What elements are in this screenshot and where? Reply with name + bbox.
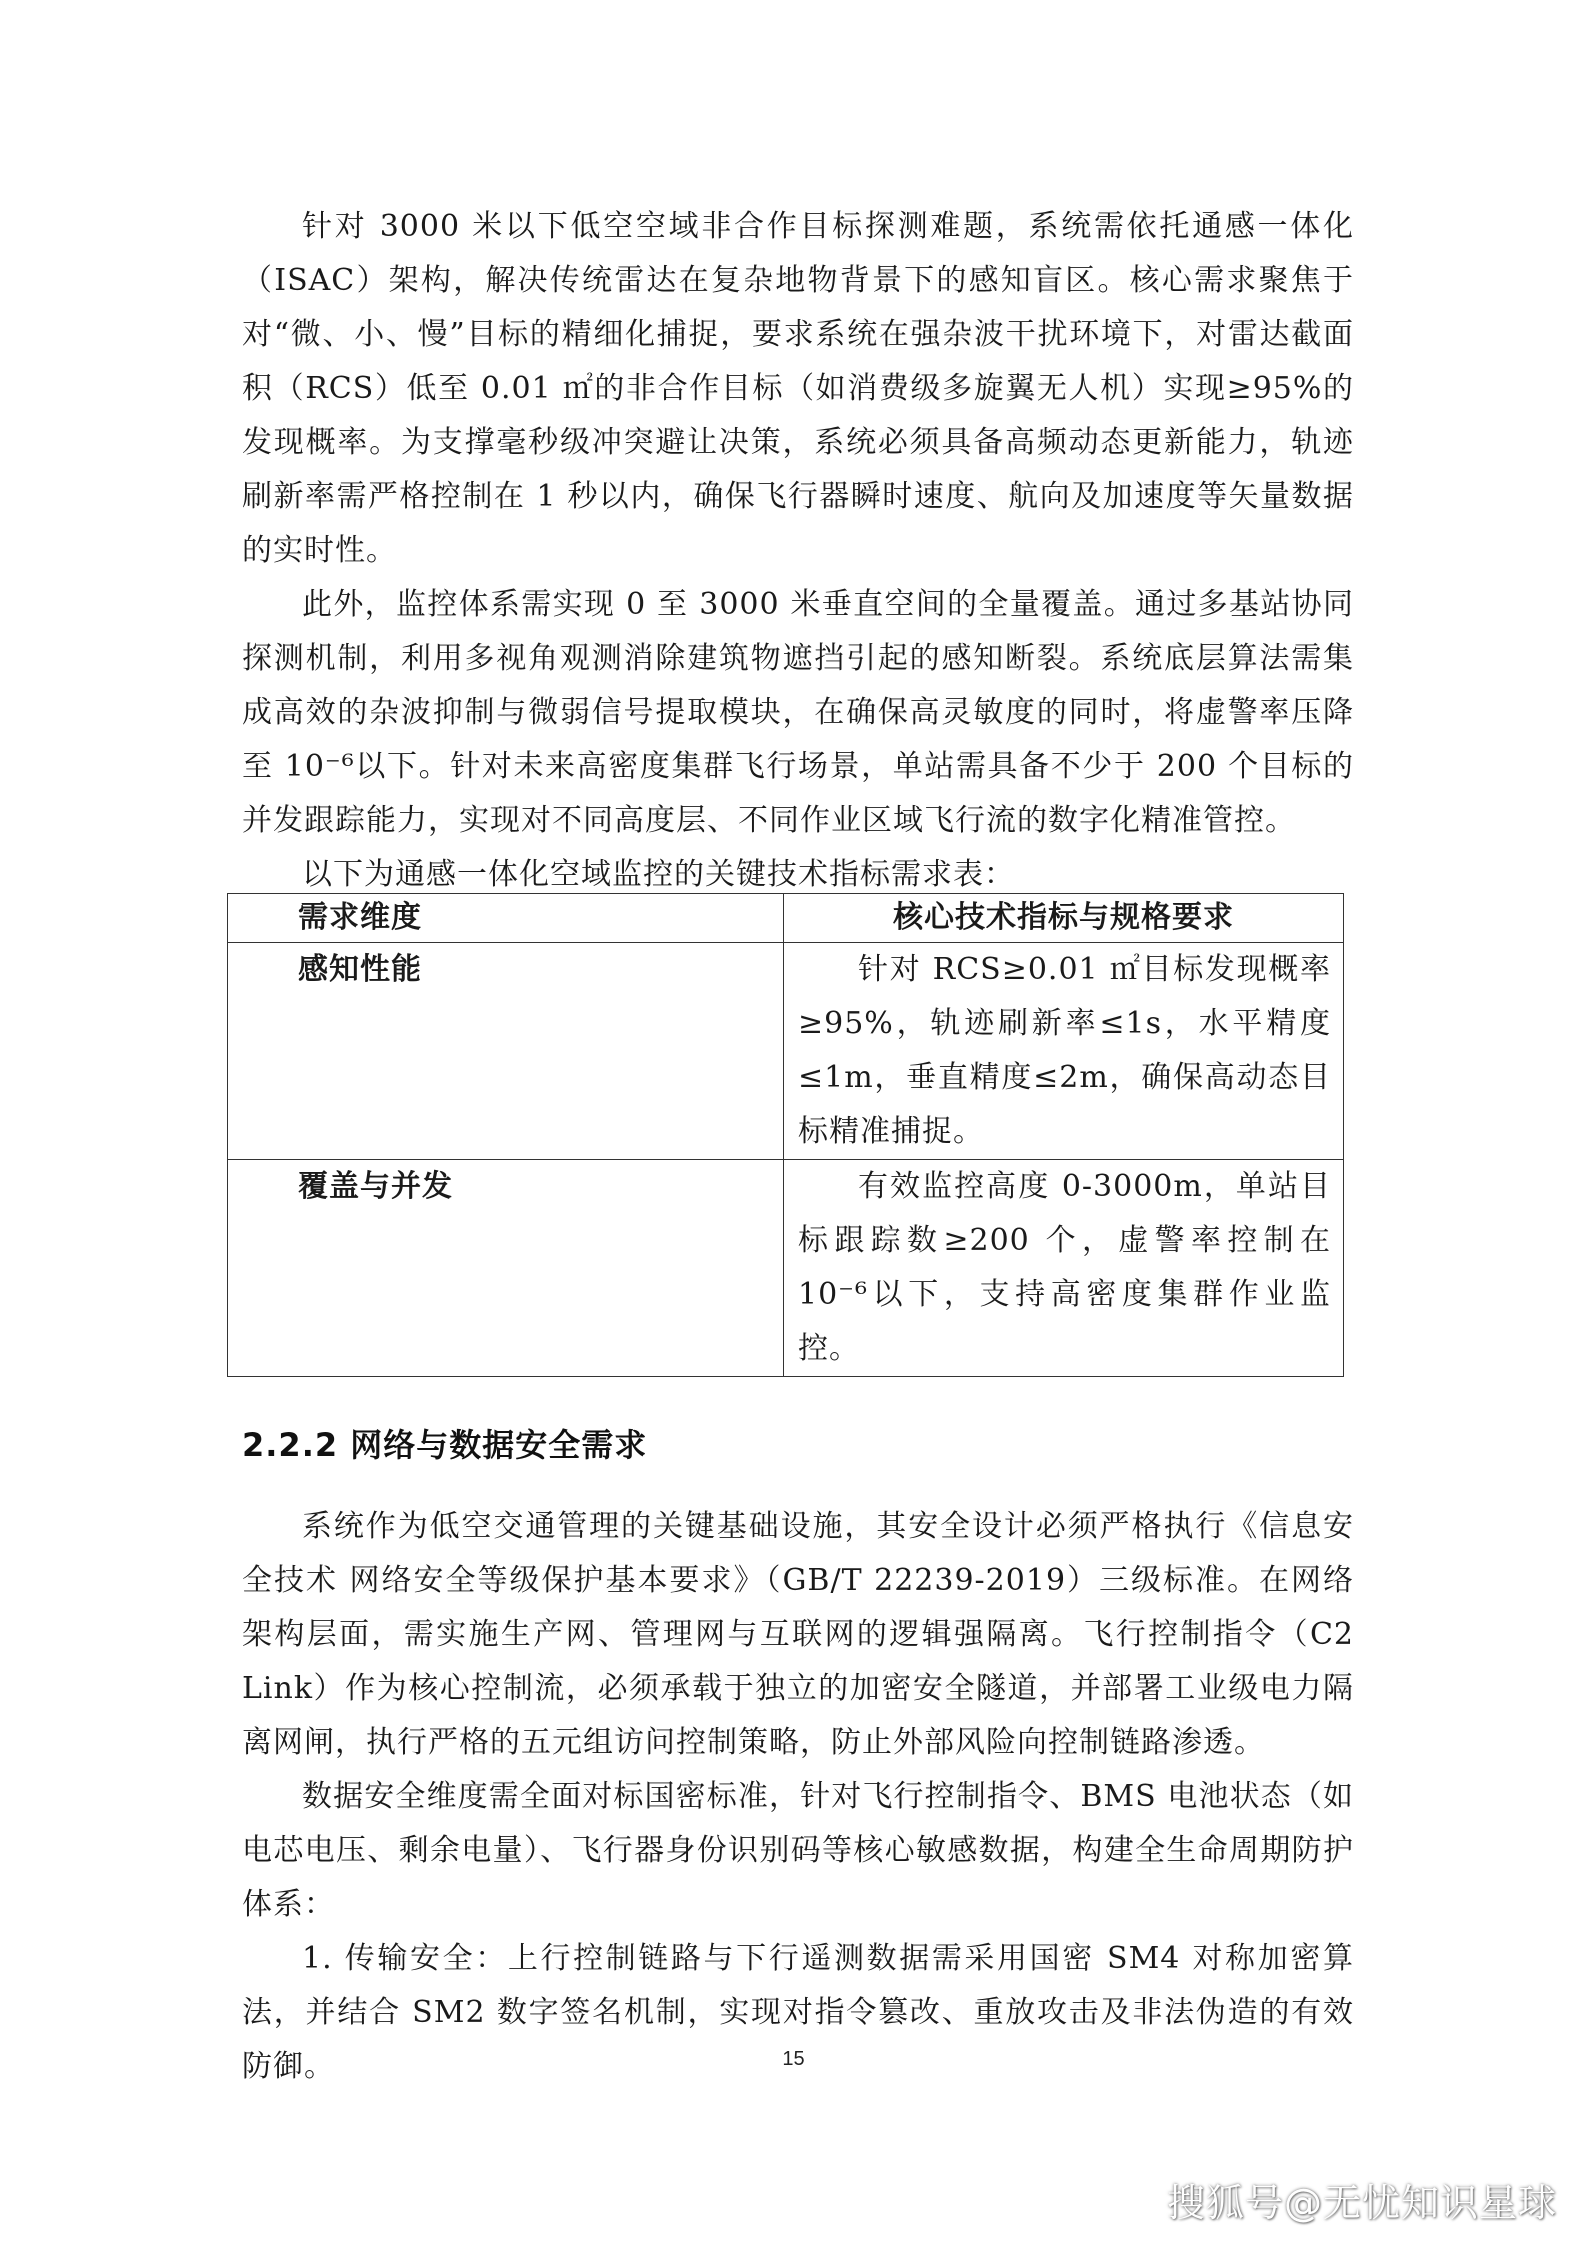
watermark: 搜狐号@无忧知识星球 xyxy=(1166,2181,1557,2225)
table-header-row xyxy=(228,894,1344,943)
paragraph-network-security: 系统作为低空交通管理的关键基础设施，其安全设计必须严格执行《信息安全技术 网络安全等级保护基本要求》（GB/T 22239-2019）三级标准。在网络架构层面，需实施生产网、管理网与互联网的逻辑强隔离。飞行控制指令（C2 Link）作为核心控制流，必须承载于独立的加密安全隧道，并部署工业级电力隔离网闸，执行严格的五元组访问控制策略，防止外部风险向控制链路渗透。 xyxy=(242,1509,1354,1760)
table-header-requirement: 核心技术指标与规格要求 xyxy=(784,894,1344,943)
spec-table-container xyxy=(227,893,1343,1377)
paragraph-table-intro: 以下为通感一体化空域监控的关键技术指标需求表： xyxy=(302,857,1015,892)
table-header-dimension: 需求维度 xyxy=(228,894,784,943)
list-item-transport-security: 1. 传输安全：上行控制链路与下行遥测数据需采用国密 SM4 对称加密算法，并结合 SM2 数字签名机制，实现对指令篡改、重放攻击及非法伪造的有效防御。 xyxy=(242,1941,1354,2084)
spec-table xyxy=(227,893,1344,1377)
table-row xyxy=(228,943,1344,1160)
paragraph-data-security: 数据安全维度需全面对标国密标准，针对飞行控制指令、BMS 电池状态（如电芯电压、剩余电量）、飞行器身份识别码等核心敏感数据，构建全生命周期防护体系： xyxy=(242,1779,1354,1922)
page-number: 15 xyxy=(782,2048,805,2070)
requirement-text: 有效监控高度 0-3000m，单站目标跟踪数≥200 个，虚警率控制在 10⁻⁶以下，支持高密度集群作业监控。 xyxy=(798,1169,1331,1366)
table-row xyxy=(228,1160,1344,1377)
table-cell-dimension: 覆盖与并发 xyxy=(228,1160,784,1377)
paragraph-coverage-requirements: 此外，监控体系需实现 0 至 3000 米垂直空间的全量覆盖。通过多基站协同探测机制，利用多视角观测消除建筑物遮挡引起的感知断裂。系统底层算法需集成高效的杂波抑制与微弱信号提取模块，在确保高灵敏度的同时，将虚警率压降至 10⁻⁶以下。针对未来高密度集群飞行场景，单站需具备不少于 200 个目标的并发跟踪能力，实现对不同高度层、不同作业区域飞行流的数字化精准管控。 xyxy=(242,587,1354,838)
body-text-bottom xyxy=(242,1500,1354,2094)
table-cell-dimension: 感知性能 xyxy=(228,943,784,1160)
table-cell-requirement xyxy=(784,1160,1344,1377)
requirement-text: 针对 RCS≥0.01 ㎡目标发现概率≥95%，轨迹刷新率≤1s，水平精度≤1m，垂直精度≤2m，确保高动态目标精准捕捉。 xyxy=(798,952,1331,1149)
body-text-top xyxy=(242,200,1354,902)
section-heading: 2.2.2 网络与数据安全需求 xyxy=(242,1426,648,1464)
table-cell-requirement xyxy=(784,943,1344,1160)
paragraph-isac-requirements: 针对 3000 米以下低空空域非合作目标探测难题，系统需依托通感一体化（ISAC）架构，解决传统雷达在复杂地物背景下的感知盲区。核心需求聚焦于对“微、小、慢”目标的精细化捕捉，要求系统在强杂波干扰环境下，对雷达截面积（RCS）低至 0.01 ㎡的非合作目标（如消费级多旋翼无人机）实现≥95%的发现概率。为支撑毫秒级冲突避让决策，系统必须具备高频动态更新能力，轨迹刷新率需严格控制在 1 秒以内，确保飞行器瞬时速度、航向及加速度等矢量数据的实时性。 xyxy=(242,209,1354,568)
